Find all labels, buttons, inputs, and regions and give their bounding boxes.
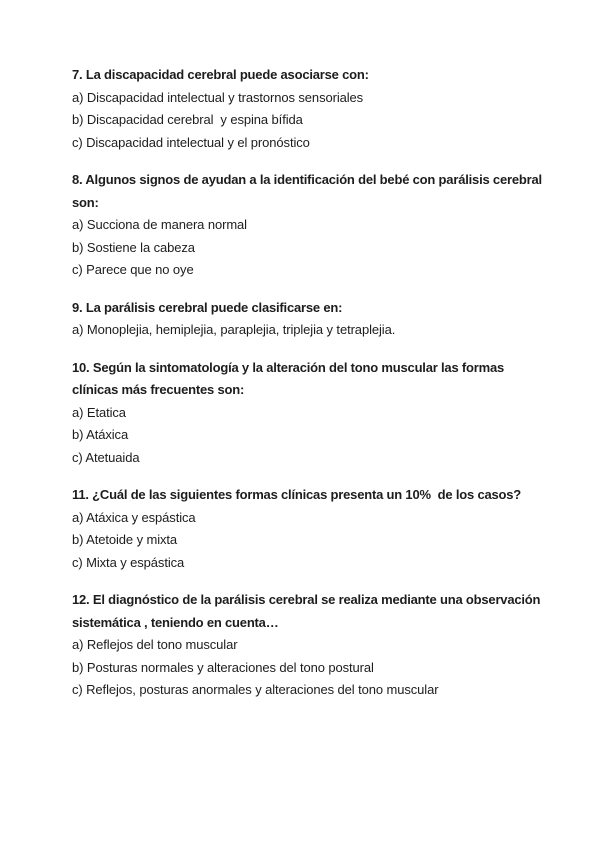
question-9-option-a: a) Monoplejia, hemiplejia, paraplejia, triplejia y tetraplejia. <box>72 322 396 337</box>
question-10-option-a: a) Etatica <box>72 404 126 420</box>
question-11-option-a: a) Atáxica y espástica <box>72 509 196 525</box>
question-8-option-c: c) Parece que no oye <box>72 262 194 277</box>
question-10-title <box>72 357 542 402</box>
question-11-option-b: b) Atetoide y mixta <box>72 532 178 547</box>
question-7-option-c: c) Discapacidad intelectual y el pronóstico <box>72 134 310 150</box>
question-9-block <box>72 297 542 342</box>
question-8-title <box>72 169 542 214</box>
question-10-option-b: b) Atáxica <box>72 427 129 442</box>
question-12-option-a: a) Reflejos del tono muscular <box>72 637 238 652</box>
question-10-title-line-1: 10. Según la sintomatología y la alteración del tono muscular las formas <box>72 359 505 375</box>
question-8-option-a: a) Succiona de manera normal <box>72 217 247 232</box>
question-11-title-line-1: 11. ¿Cuál de las siguientes formas clínicas presenta un 10% de los casos? <box>72 487 522 502</box>
question-12-title-line-1: 12. El diagnóstico de la parálisis cerebral se realiza mediante una observación <box>72 592 541 607</box>
question-12-option-b: b) Posturas normales y alteraciones del tono postural <box>72 659 374 675</box>
question-7-block <box>72 64 542 154</box>
question-12-block <box>72 589 542 702</box>
question-12-title-line-2: sistemática , teniendo en cuenta… <box>72 614 279 630</box>
question-9-title <box>72 297 542 320</box>
question-10-title-line-2: clínicas más frecuentes son: <box>72 382 245 397</box>
question-10-block <box>72 357 542 470</box>
question-8-option-b: b) Sostiene la cabeza <box>72 239 195 255</box>
question-12-title <box>72 589 542 634</box>
question-11-title <box>72 484 542 507</box>
question-7-title <box>72 64 542 87</box>
question-7-option-a: a) Discapacidad intelectual y trastornos sensoriales <box>72 89 364 105</box>
question-9-title-line-1: 9. La parálisis cerebral puede clasificarse en: <box>72 299 343 315</box>
question-11-block <box>72 484 542 574</box>
question-8-title-line-1: 8. Algunos signos de ayudan a la identificación del bebé con parálisis cerebral <box>72 172 542 187</box>
question-7-title-line-1: 7. La discapacidad cerebral puede asociarse con: <box>72 67 369 82</box>
question-10-option-c: c) Atetuaida <box>72 449 140 465</box>
question-7-option-b: b) Discapacidad cerebral y espina bífida <box>72 112 303 127</box>
question-8-block <box>72 169 542 282</box>
question-8-title-line-2: son: <box>72 194 99 210</box>
question-12-option-c: c) Reflejos, posturas anormales y alteraciones del tono muscular <box>72 682 439 697</box>
question-11-option-c: c) Mixta y espástica <box>72 554 185 570</box>
